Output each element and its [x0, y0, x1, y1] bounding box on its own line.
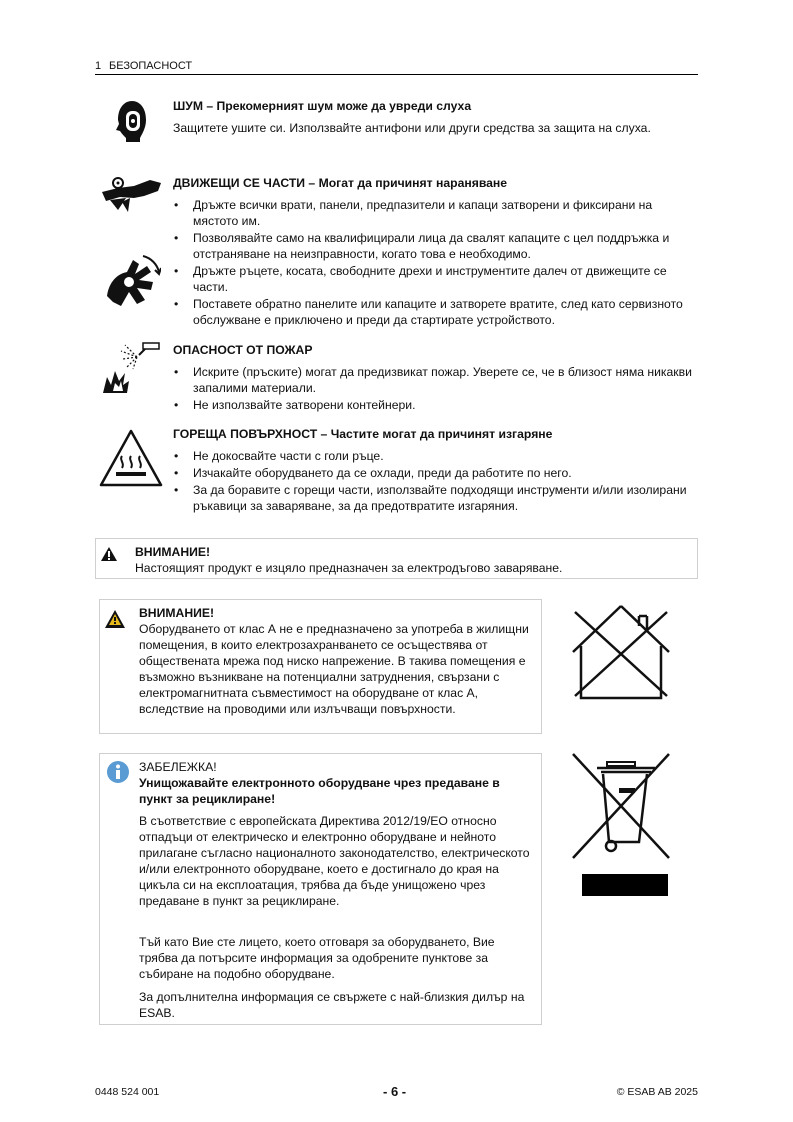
hot-surface-title: ГОРЕЩА ПОВЪРХНОСТ – Частите могат да причинят изгаряне: [173, 427, 553, 441]
note-title: ЗАБЕЛЕЖКА!: [139, 760, 217, 774]
note-paragraph-1: В съответствие с европейската Директива 2012/19/ЕО относно отпадъци от електрическо и електронно оборудване и нейното прилагане съгласно националното законодателство, електрическото и/или електронното оборудване, което е достигнало до края на цикъла си на експлоатация, трябва да бъде унищожено чрез предаване в пункт за рециклиране.: [139, 814, 530, 908]
note-paragraph-3: За допълнителна информация се свържете с най-близкия дилър на ESAB.: [139, 990, 525, 1020]
note-subtitle: Унищожавайте електронното оборудване чрез предаване в пункт за рециклиране!: [139, 776, 500, 806]
moving-parts-fan-hand-icon: [99, 252, 161, 312]
info-icon: [106, 760, 130, 784]
list-item: • Дръжте ръцете, косата, свободните дрехи и инструментите далеч от движещите се части.: [173, 263, 698, 295]
warning-title: ВНИМАНИЕ!: [135, 545, 211, 559]
ear-protection-icon: [110, 98, 154, 144]
noise-text: Защитете ушите си. Използвайте антифони или други средства за защита на слуха.: [173, 121, 651, 135]
hot-surface-section: [173, 427, 698, 515]
list-item: • Не докосвайте части с голи ръце.: [173, 448, 698, 464]
list-item: • Позволявайте само на квалифицирали лица да свалят капаците с цел поддръжка и отстраняване на неизправности, когато това е необходимо.: [173, 230, 698, 262]
warning-triangle-icon: [100, 546, 118, 562]
warning-text: Оборудването от клас А не е предназначено за употреба в жилищни помещения, в които електрозахранването се осъществява от обществената мрежа под ниско напрежение. В такива помещения е възможно възникване на потенциални затруднения, свързани с електромагнитната съвместимост на оборудване от клас А, вследствие на проводими или излъчващи повърхности.: [139, 622, 529, 716]
warning-box-arc-welding: [95, 538, 698, 579]
warning-text: Настоящият продукт е изцяло предназначен за електродъгово заваряване.: [135, 561, 563, 575]
warning-title: ВНИМАНИЕ!: [139, 606, 215, 620]
doc-number: 0448 524 001: [95, 1086, 160, 1098]
moving-parts-title: ДВИЖЕЩИ СЕ ЧАСТИ – Могат да причинят нараняване: [173, 176, 508, 190]
note-paragraph-2: Тъй като Вие сте лицето, което отговаря за оборудването, Вие трябва да потърсите информация за одобрените пунктове за събиране на подобно оборудване.: [139, 935, 495, 981]
chapter-header: [95, 60, 698, 75]
fire-title: ОПАСНОСТ ОТ ПОЖАР: [173, 343, 313, 357]
list-item: • Искрите (пръските) могат да предизвикат пожар. Уверете се, че в близост няма никакви запалими материали.: [173, 364, 698, 396]
list-item: • Поставете обратно панелите или капаците и затворете вратите, след като сервизното обслужване е приключено и преди да стартирате устройството.: [173, 296, 698, 328]
moving-parts-hand-icon: [98, 174, 164, 214]
list-item: • Дръжте всички врати, панели, предпазители и капаци затворени и фиксирани на мястото им.: [173, 197, 698, 229]
list-item: • Не използвайте затворени контейнери.: [173, 397, 698, 413]
hot-surface-icon: [98, 428, 164, 488]
hot-surface-list: [173, 448, 698, 514]
warning-triangle-icon: [104, 609, 126, 629]
fire-list: [173, 364, 698, 413]
no-residential-use-icon: [569, 602, 673, 700]
warning-box-class-a: [99, 599, 542, 734]
chapter-number: 1: [95, 60, 102, 72]
copyright: © ESAB AB 2025: [616, 1086, 698, 1098]
fire-hazard-icon: [99, 341, 165, 395]
chapter-title: БЕЗОПАСНОСТ: [109, 60, 193, 72]
noise-section: [173, 99, 698, 136]
page-number: - 6 -: [383, 1084, 407, 1099]
fire-section: [173, 343, 698, 414]
moving-parts-section: [173, 176, 698, 329]
list-item: • Изчакайте оборудването да се охлади, преди да работите по него.: [173, 465, 698, 481]
note-box-recycling: [99, 753, 542, 1025]
noise-title: ШУМ – Прекомерният шум може да увреди слуха: [173, 99, 472, 113]
list-item: • За да боравите с горещи части, използвайте подходящи инструменти и/или изолирани ръкавици за заваряване, за да предотвратите изгаряния.: [173, 482, 698, 514]
moving-parts-list: [173, 197, 698, 328]
weee-crossed-bin-icon: [571, 752, 671, 898]
